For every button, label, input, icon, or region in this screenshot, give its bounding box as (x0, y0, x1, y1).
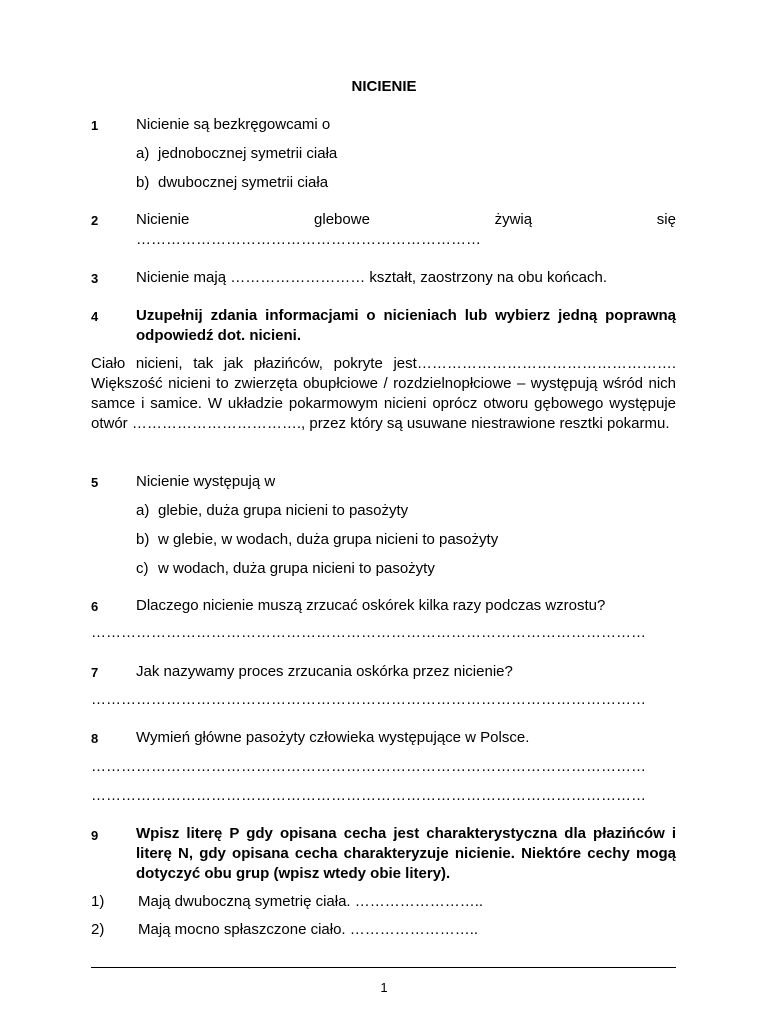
option-letter: a) (136, 502, 150, 519)
option-text: dwubocznej symetrii ciała (158, 174, 329, 191)
question-5-option-c (136, 560, 435, 577)
question-5-option-a (136, 502, 408, 519)
list-item (91, 921, 478, 938)
question-6-number: 6 (91, 599, 99, 614)
item-number: 2) (91, 921, 105, 938)
option-letter: b) (136, 174, 150, 191)
question-4-number: 4 (91, 309, 99, 324)
option-text: w wodach, duża grupa nicieni to pasożyty (158, 560, 435, 577)
question-5-text: Nicienie występują w (136, 473, 276, 490)
option-letter: b) (136, 531, 150, 548)
question-3-number: 3 (91, 271, 99, 286)
item-number: 1) (91, 893, 105, 910)
question-7-text: Jak nazywamy proces zrzucania oskórka przez nicienie? (136, 663, 513, 680)
question-2-number: 2 (91, 213, 99, 228)
question-8-text: Wymień główne pasożyty człowieka występujące w Polsce. (136, 729, 530, 746)
option-letter: c) (136, 560, 149, 577)
page-title: NICIENIE (351, 78, 417, 95)
question-7-number: 7 (91, 665, 99, 680)
answer-blank: ………………………………………………………………………………………………… (91, 758, 646, 775)
word: się (656, 211, 676, 228)
option-text: jednobocznej symetrii ciała (158, 145, 338, 162)
question-1-option-a (136, 145, 337, 162)
question-1-text: Nicienie są bezkręgowcami o (136, 116, 331, 133)
question-3-text: Nicienie mają ……………………… kształt, zaostrzony na obu końcach. (136, 269, 607, 286)
answer-blank: ………………………………………………………………………………………………… (91, 691, 646, 708)
answer-blank: ………………………………………………………………………………………………… (91, 787, 646, 804)
list-item (91, 893, 483, 910)
option-letter: a) (136, 145, 150, 162)
item-text: Mają dwuboczną symetrię ciała. …………………….. (138, 893, 484, 910)
question-9-text: Wpisz literę P gdy opisana cecha jest charakterystyczna dla płazińców i literę N, gdy opisana cecha charakteryzuje nicienie. Niektóre cechy mogą dotyczyć obu grup (wpisz wtedy obie litery). (136, 825, 676, 882)
question-9-number: 9 (91, 828, 99, 843)
question-6-text: Dlaczego nicienie muszą zrzucać oskórek kilka razy podczas wzrostu? (136, 597, 606, 614)
word: Nicienie (136, 211, 190, 228)
question-1-option-b (136, 174, 328, 191)
word: glebowe (314, 211, 370, 228)
question-4-paragraph: Ciało nicieni, tak jak płazińców, pokryte jest……………………………………………. Większość nicieni to zwierzęta obupłciowe / rozdzielnopłciowe – występują wśród nich samce i samice. W układzie pokarmowym nicieni oprócz otworu gębowego występuje otwór ……………………………., przez który są usuwane niestrawione resztki pokarmu. (91, 355, 676, 432)
footer-divider (91, 967, 676, 968)
item-text: Mają mocno spłaszczone ciało. …………………….. (138, 921, 479, 938)
word: żywią (494, 211, 533, 228)
page-number: 1 (380, 980, 388, 995)
answer-blank: …………………………………………………………… (136, 231, 481, 248)
question-2-text (136, 210, 676, 250)
answer-blank: ………………………………………………………………………………………………… (91, 624, 646, 641)
option-text: glebie, duża grupa nicieni to pasożyty (158, 502, 409, 519)
option-text: w glebie, w wodach, duża grupa nicieni to pasożyty (158, 531, 499, 548)
question-1-number: 1 (91, 118, 99, 133)
question-4-text: Uzupełnij zdania informacjami o nicieniach lub wybierz jedną poprawną odpowiedź dot. nicieni. (136, 307, 676, 344)
question-5-option-b (136, 531, 498, 548)
question-8-number: 8 (91, 731, 99, 746)
question-5-number: 5 (91, 475, 99, 490)
